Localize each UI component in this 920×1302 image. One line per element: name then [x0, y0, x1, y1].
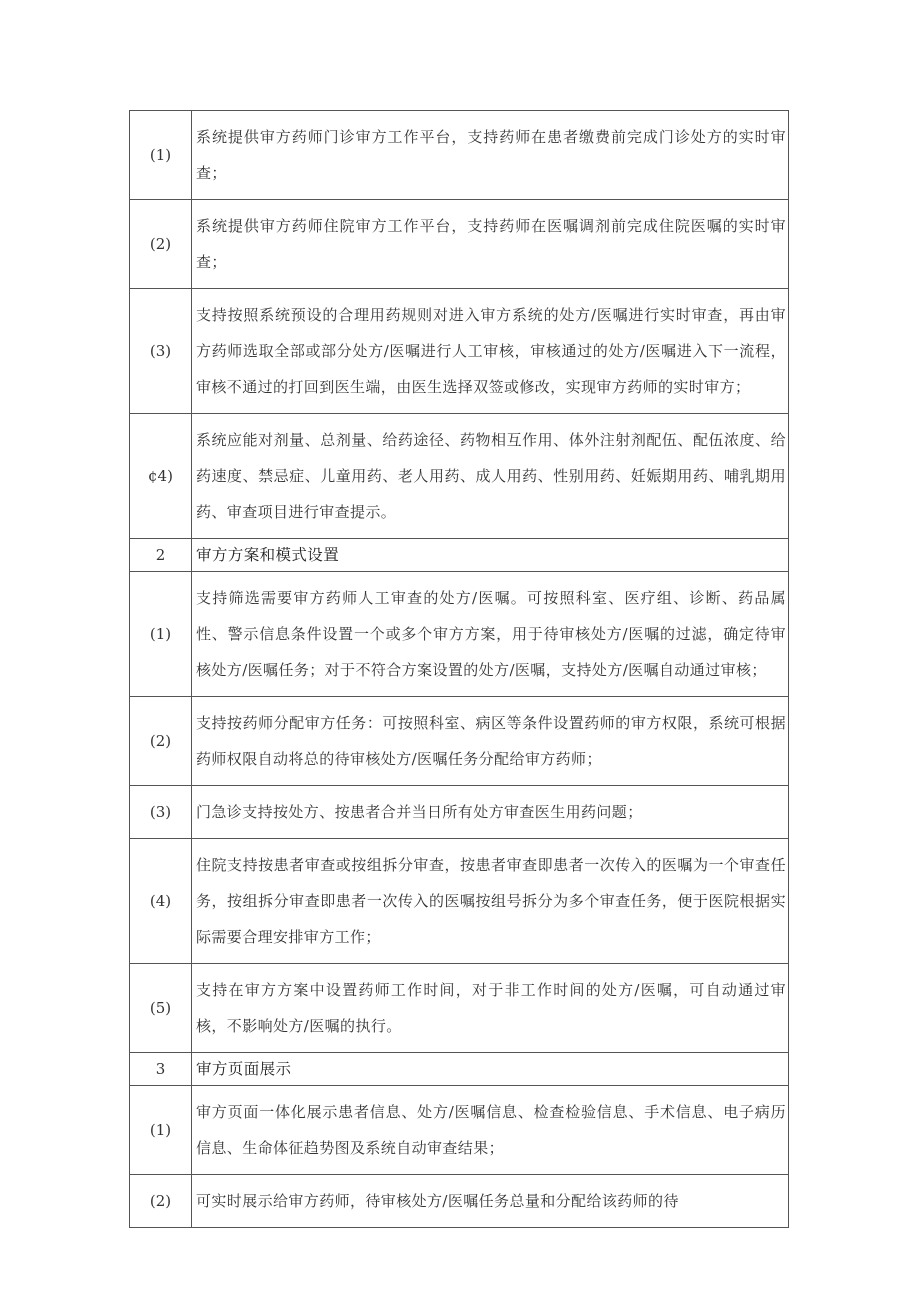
- section-title: 审方方案和模式设置: [192, 539, 789, 572]
- item-text: 支持按照系统预设的合理用药规则对进入审方系统的处方/医嘱进行实时审查，再由审方药师选取全部或部分处方/医嘱进行人工审核，审核通过的处方/医嘱进入下一流程，审核不通过的打回到医生端，由医生选择双签或修改，实现审方药师的实时审方；: [192, 289, 789, 414]
- table-row: [130, 200, 789, 289]
- item-text: 支持在审方方案中设置药师工作时间，对于非工作时间的处方/医嘱，可自动通过审核，不影响处方/医嘱的执行。: [192, 964, 789, 1053]
- item-number: 3: [130, 1053, 192, 1086]
- table-row: [130, 414, 789, 539]
- section-header-row: [130, 539, 789, 572]
- item-number: (2): [130, 200, 192, 289]
- item-text: 系统提供审方药师门诊审方工作平台，支持药师在患者缴费前完成门诊处方的实时审查；: [192, 111, 789, 200]
- item-text: 可实时展示给审方药师，待审核处方/医嘱任务总量和分配给该药师的待: [192, 1175, 789, 1228]
- item-number: (2): [130, 1175, 192, 1228]
- item-number: ¢4): [130, 414, 192, 539]
- item-number: (5): [130, 964, 192, 1053]
- item-text: 支持筛选需要审方药师人工审查的处方/医嘱。可按照科室、医疗组、诊断、药品属性、警示信息条件设置一个或多个审方方案，用于待审核处方/医嘱的过滤，确定待审核处方/医嘱任务；对于不符合方案设置的处方/医嘱，支持处方/医嘱自动通过审核；: [192, 572, 789, 697]
- table-row: [130, 1175, 789, 1228]
- requirements-table: [129, 110, 789, 1228]
- section-header-row: [130, 1053, 789, 1086]
- item-text: 审方页面一体化展示患者信息、处方/医嘱信息、检查检验信息、手术信息、电子病历信息、生命体征趋势图及系统自动审查结果；: [192, 1086, 789, 1175]
- table-row: [130, 1086, 789, 1175]
- item-number: (1): [130, 572, 192, 697]
- table-row: [130, 964, 789, 1053]
- item-number: (4): [130, 839, 192, 964]
- item-number: (3): [130, 289, 192, 414]
- table-row: [130, 289, 789, 414]
- item-text: 支持按药师分配审方任务：可按照科室、病区等条件设置药师的审方权限，系统可根据药师权限自动将总的待审核处方/医嘱任务分配给审方药师；: [192, 697, 789, 786]
- table-row: [130, 572, 789, 697]
- requirements-table-body: [130, 111, 789, 1228]
- table-row: [130, 786, 789, 839]
- section-title: 审方页面展示: [192, 1053, 789, 1086]
- item-text: 系统应能对剂量、总剂量、给药途径、药物相互作用、体外注射剂配伍、配伍浓度、给药速度、禁忌症、儿童用药、老人用药、成人用药、性别用药、妊娠期用药、哺乳期用药、审查项目进行审查提示。: [192, 414, 789, 539]
- item-number: 2: [130, 539, 192, 572]
- table-row: [130, 839, 789, 964]
- item-text: 系统提供审方药师住院审方工作平台，支持药师在医嘱调剂前完成住院医嘱的实时审查；: [192, 200, 789, 289]
- item-number: (3): [130, 786, 192, 839]
- item-number: (1): [130, 111, 192, 200]
- table-row: [130, 697, 789, 786]
- table-row: [130, 111, 789, 200]
- item-text: 门急诊支持按处方、按患者合并当日所有处方审查医生用药问题；: [192, 786, 789, 839]
- item-text: 住院支持按患者审查或按组拆分审查，按患者审查即患者一次传入的医嘱为一个审查任务，按组拆分审查即患者一次传入的医嘱按组号拆分为多个审查任务，便于医院根据实际需要合理安排审方工作；: [192, 839, 789, 964]
- item-number: (2): [130, 697, 192, 786]
- item-number: (1): [130, 1086, 192, 1175]
